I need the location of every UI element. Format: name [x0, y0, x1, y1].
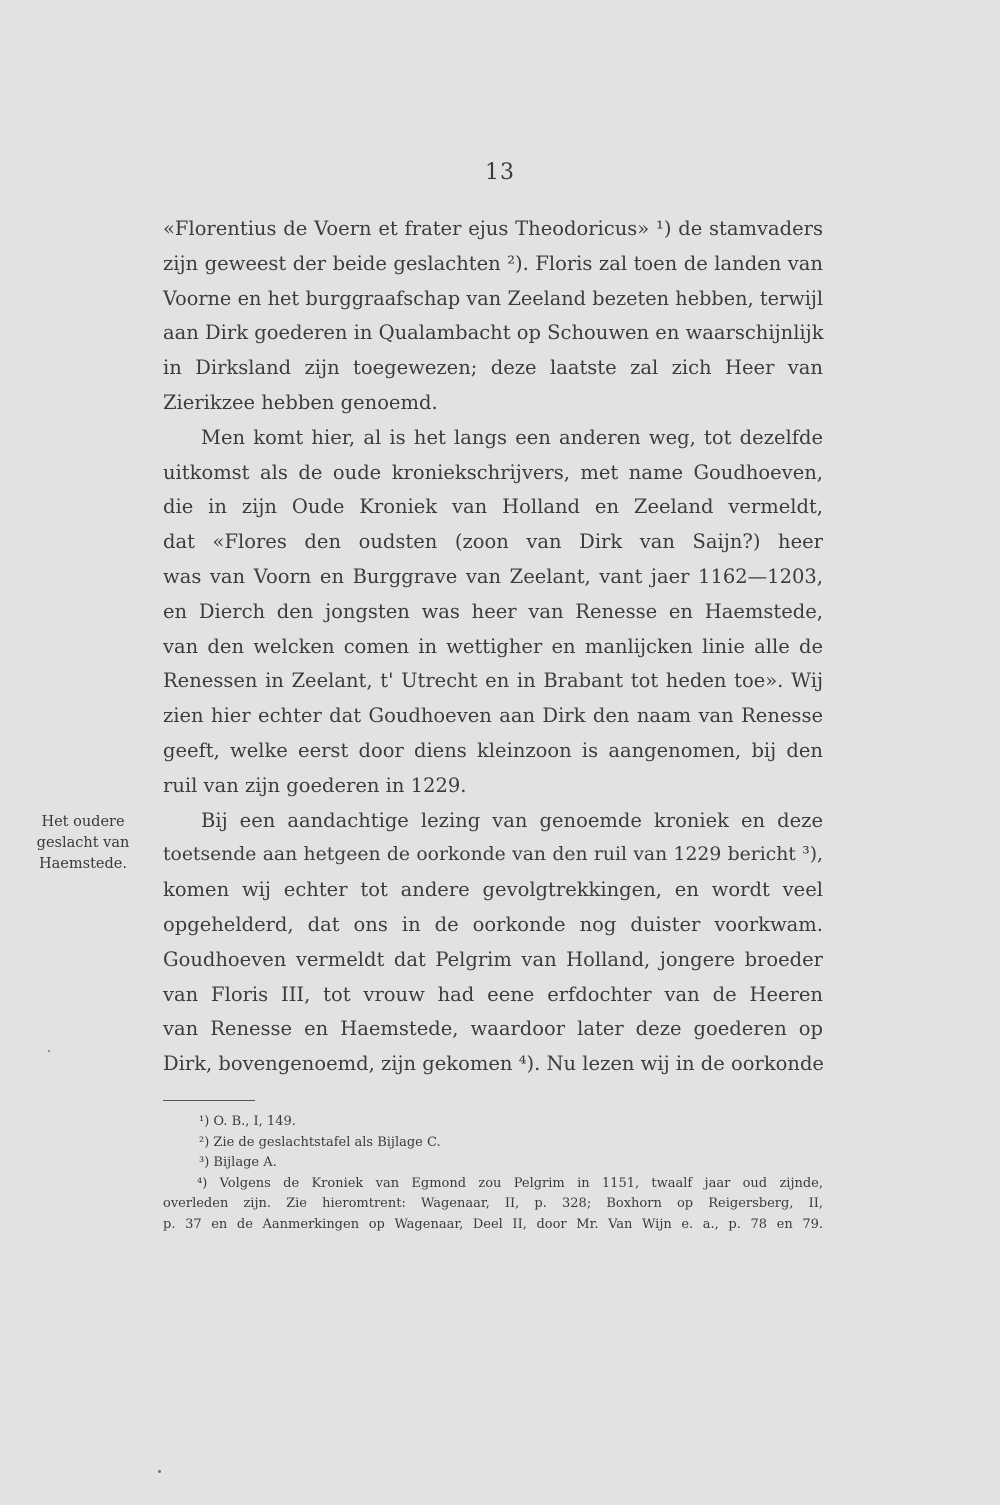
paper-speck [158, 1470, 161, 1473]
footnote-divider [163, 1100, 255, 1101]
text-line: toetsende aan hetgeen de oorkonde van den ruil van 1229 bericht ³), [163, 844, 823, 866]
footnote-continuation: overleden zijn. Zie hieromtrent: Wagenaar, II, p. 328; Boxhorn op Reigersberg, II, [163, 1196, 823, 1211]
text-line: zijn geweest der beide geslachten ²). Floris zal toen de landen van [163, 251, 823, 275]
footnote: ¹) O. B., I, 149. [199, 1114, 296, 1129]
text-line: Men komt hier, al is het langs een anderen weg, tot dezelfde [201, 425, 823, 449]
footnotes [163, 1112, 823, 1235]
footnote-continuation: p. 37 en de Aanmerkingen op Wagenaar, Deel II, door Mr. Van Wijn e. a., p. 78 en 79. [163, 1216, 823, 1232]
text-line: Dirk, bovengenoemd, zijn gekomen ⁴). Nu lezen wij in de oorkonde [163, 1052, 824, 1076]
text-line: opgehelderd, dat ons in de oorkonde nog duister voorkwam. [163, 912, 823, 936]
footnote: ³) Bijlage A. [199, 1155, 277, 1170]
text-line: die in zijn Oude Kroniek van Holland en Zeeland vermeldt, [163, 495, 823, 519]
body-text [163, 212, 823, 1082]
text-line: dat «Flores den oudsten (zoon van Dirk van Saijn?) heer [163, 530, 823, 554]
text-line: was van Voorn en Burggrave van Zeelant, vant jaer 1162—1203, [163, 564, 823, 588]
text-line: ruil van zijn goederen in 1229. [163, 773, 467, 797]
text-line: in Dirksland zijn toegewezen; deze laatste zal zich Heer van [163, 356, 823, 380]
text-line: Voorne en het burggraafschap van Zeeland bezeten hebben, terwijl [163, 286, 823, 310]
text-line: «Florentius de Voern et frater ejus Theodoricus» ¹) de stamvaders [163, 217, 823, 240]
margin-note-line: geslacht van [36, 835, 130, 851]
margin-note [18, 812, 148, 875]
text-line: en Dierch den jongsten was heer van Renesse en Haemstede, [163, 599, 823, 623]
footnote: ⁴) Volgens de Kroniek van Egmond zou Pelgrim in 1151, twaalf jaar oud zijnde, [197, 1175, 823, 1191]
text-line: geeft, welke eerst door diens kleinzoon is aangenomen, bij den [163, 738, 823, 762]
margin-note-line: Het oudere [41, 814, 125, 830]
page-number: 13 [485, 160, 515, 185]
text-line: uitkomst als de oude kroniekschrijvers, met name Goudhoeven, [163, 460, 823, 484]
text-line: Zierikzee hebben genoemd. [163, 390, 438, 414]
text-line: Renessen in Zeelant, t' Utrecht en in Brabant tot heden toe». Wij [163, 669, 823, 693]
paper-speck [48, 1050, 50, 1052]
text-line: Bij een aandachtige lezing van genoemde kroniek en deze [201, 808, 823, 832]
text-line: komen wij echter tot andere gevolgtrekkingen, en wordt veel [163, 878, 823, 902]
margin-note-line: Haemstede. [39, 856, 127, 872]
text-line: van Renesse en Haemstede, waardoor later deze goederen op [163, 1017, 823, 1041]
text-line: zien hier echter dat Goudhoeven aan Dirk den naam van Renesse [163, 704, 823, 728]
text-line: Goudhoeven vermeldt dat Pelgrim van Holland, jongere broeder [163, 947, 823, 971]
text-line: van den welcken comen in wettigher en manlijcken linie alle de [163, 634, 823, 658]
footnote: ²) Zie de geslachtstafel als Bijlage C. [199, 1134, 441, 1150]
text-line: aan Dirk goederen in Qualambacht op Schouwen en waarschijnlijk [163, 321, 824, 345]
text-line: van Floris III, tot vrouw had eene erfdochter van de Heeren [163, 982, 823, 1006]
